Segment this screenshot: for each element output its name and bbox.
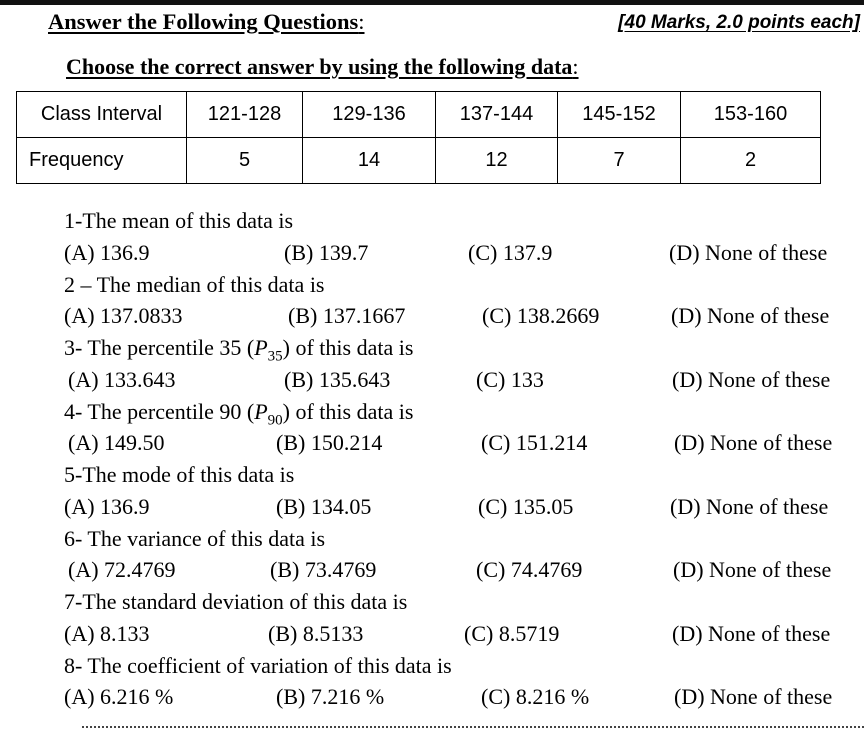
question-4-options <box>64 427 864 459</box>
section-title-text: Answer the Following Questions <box>48 9 359 34</box>
option-b[interactable]: (B) 134.05 <box>276 493 372 519</box>
frequency-cell: 12 <box>436 138 558 184</box>
option-a[interactable]: (A) 136.9 <box>64 493 150 519</box>
dotted-divider <box>82 726 864 728</box>
percentile-subscript: 35 <box>267 348 283 365</box>
option-c[interactable]: (C) 135.05 <box>478 493 574 519</box>
percentile-symbol: P <box>254 398 268 424</box>
option-c[interactable]: (C) 137.9 <box>468 239 553 265</box>
question-6-options <box>64 554 864 586</box>
question-3-options <box>64 364 864 396</box>
option-a[interactable]: (A) 149.50 <box>68 430 165 455</box>
option-d[interactable]: (D) None of these <box>673 557 832 582</box>
option-d[interactable]: (D) None of these <box>672 366 831 392</box>
class-interval-header: Class Interval <box>17 92 187 138</box>
option-c[interactable]: (C) 138.2669 <box>482 303 600 328</box>
class-cell: 153-160 <box>681 92 821 138</box>
instructions-colon: : <box>572 54 579 79</box>
question-8-stem: 8- The coefficient of variation of this data is <box>64 652 452 678</box>
option-b[interactable]: (B) 7.216 % <box>276 684 385 709</box>
question-7-stem: 7-The standard deviation of this data is <box>64 589 408 614</box>
option-d[interactable]: (D) None of these <box>674 430 833 455</box>
class-interval-row <box>17 92 821 138</box>
option-d[interactable]: (D) None of these <box>671 303 830 328</box>
option-d[interactable]: (D) None of these <box>669 239 828 265</box>
class-cell: 121-128 <box>187 92 303 138</box>
question-7-options <box>64 618 864 650</box>
class-cell: 145-152 <box>558 92 681 138</box>
option-b[interactable]: (B) 137.1667 <box>288 303 406 328</box>
option-a[interactable]: (A) 133.643 <box>68 366 176 392</box>
marks-label: [40 Marks, 2.0 points each] <box>618 12 860 33</box>
option-b[interactable]: (B) 8.5133 <box>268 620 364 646</box>
frequency-cell: 2 <box>681 138 821 184</box>
question-2-options <box>64 300 864 332</box>
top-border <box>0 0 864 5</box>
frequency-table <box>16 91 821 184</box>
option-d[interactable]: (D) None of these <box>672 620 831 646</box>
frequency-header: Frequency <box>17 138 187 184</box>
option-a[interactable]: (A) 137.0833 <box>64 303 183 328</box>
frequency-row <box>17 138 821 184</box>
class-cell: 129-136 <box>303 92 436 138</box>
question-8-options <box>64 681 864 713</box>
option-a[interactable]: (A) 6.216 % <box>64 684 174 709</box>
section-title <box>48 9 365 35</box>
option-b[interactable]: (B) 135.643 <box>284 366 391 392</box>
question-1-options <box>64 237 864 269</box>
frequency-cell: 7 <box>558 138 681 184</box>
option-c[interactable]: (C) 151.214 <box>481 430 588 455</box>
percentile-subscript: 90 <box>267 411 283 428</box>
option-d[interactable]: (D) None of these <box>674 684 833 709</box>
section-title-colon: : <box>358 9 365 34</box>
option-a[interactable]: (A) 136.9 <box>64 239 150 265</box>
question-1-stem: 1-The mean of this data is <box>64 208 294 233</box>
option-b[interactable]: (B) 73.4769 <box>270 557 377 582</box>
question-2-stem: 2 – The median of this data is <box>64 271 325 297</box>
class-cell: 137-144 <box>436 92 558 138</box>
option-c[interactable]: (C) 8.216 % <box>481 684 590 709</box>
question-3-stem: 3- The percentile 35 $(P_{35})$ of this data is <box>64 335 414 365</box>
percentile-symbol: P <box>254 335 268 360</box>
option-a[interactable]: (A) 72.4769 <box>68 557 176 582</box>
question-6-stem: 6- The variance of this data is <box>64 525 326 551</box>
instructions-text: Choose the correct answer by using the following data <box>66 54 573 79</box>
option-b[interactable]: (B) 150.214 <box>276 430 383 455</box>
option-c[interactable]: (C) 8.5719 <box>464 620 560 646</box>
option-d[interactable]: (D) None of these <box>670 493 829 519</box>
question-5-stem: 5-The mode of this data is <box>64 462 295 487</box>
option-c[interactable]: (C) 74.4769 <box>476 557 583 582</box>
question-5-options <box>64 491 864 523</box>
frequency-cell: 14 <box>303 138 436 184</box>
question-4-stem: 4- The percentile 90 $(P_{90})$ of this data is <box>64 398 414 428</box>
option-b[interactable]: (B) 139.7 <box>284 239 369 265</box>
instructions-heading <box>66 54 579 80</box>
frequency-cell: 5 <box>187 138 303 184</box>
question-list <box>64 205 864 713</box>
option-a[interactable]: (A) 8.133 <box>64 620 150 646</box>
option-c[interactable]: (C) 133 <box>476 366 544 392</box>
